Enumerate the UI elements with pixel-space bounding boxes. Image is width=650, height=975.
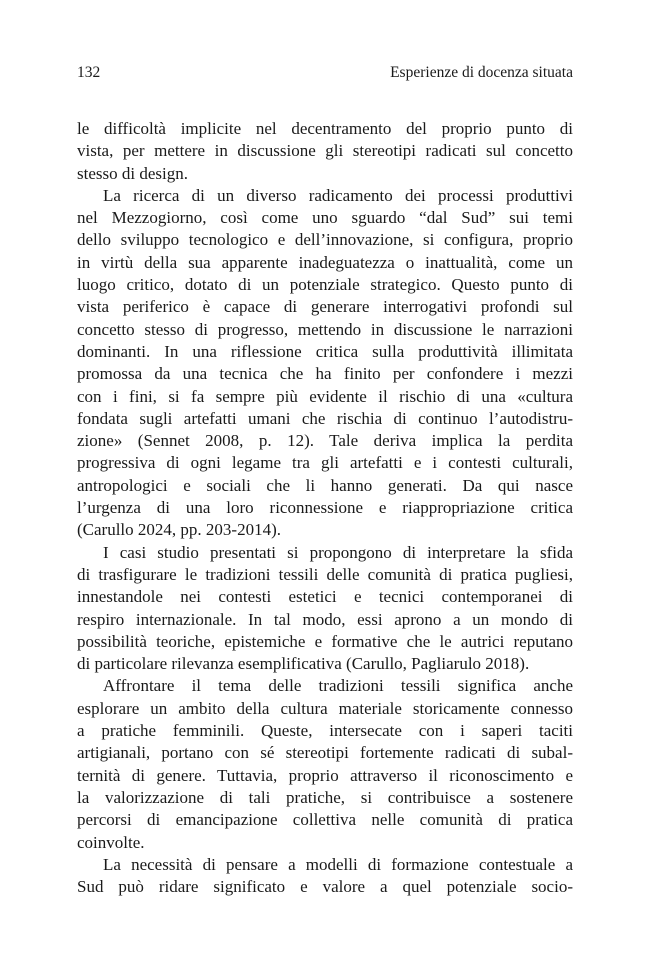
text-line: artigianali, portano con sé stereotipi fortemente radicati di subal- (77, 743, 573, 763)
text-line: possibilità teoriche, epistemiche e formative che le autrici reputano (77, 631, 573, 651)
text-line: coinvolte. (77, 832, 145, 852)
text-line: Sud può ridare significato e valore a quel potenziale socio- (77, 877, 573, 897)
text-line: la valorizzazione di tali pratiche, si contribuisce a sostenere (77, 787, 573, 807)
text-line: La necessità di pensare a modelli di formazione contestuale a (103, 854, 573, 874)
running-head (77, 64, 573, 88)
text-line: respiro internazionale. In tal modo, essi aprono a un mondo di (77, 609, 573, 629)
body-text (77, 118, 573, 898)
text-line: nel Mezzogiorno, così come uno sguardo “dal Sud” sui temi (77, 208, 573, 228)
text-line: vista periferico è capace di generare interrogativi profondi sul (77, 297, 573, 317)
text-line: luogo critico, dotato di un potenziale strategico. Questo punto di (77, 275, 573, 295)
text-line: ternità di genere. Tuttavia, proprio attraverso il riconoscimento e (77, 765, 573, 785)
running-title: Esperienze di docenza situata (390, 64, 573, 81)
text-line: vista, per mettere in discussione gli stereotipi radicati sul concetto (77, 141, 573, 161)
text-line: Affrontare il tema delle tradizioni tessili significa anche (103, 676, 573, 696)
text-line: le difficoltà implicite nel decentramento del proprio punto di (77, 119, 573, 138)
paragraph (77, 542, 573, 676)
text-line: La ricerca di un diverso radicamento dei processi produttivi (103, 185, 573, 205)
text-line: fondata sugli artefatti umani che rischia di continuo l’autodistru- (77, 408, 573, 428)
text-line: percorsi di emancipazione collettiva nelle comunità di pratica (77, 810, 573, 830)
text-line: con i fini, si fa sempre più evidente il rischio di una «cultura (77, 386, 573, 406)
text-line: stesso di design. (77, 163, 188, 183)
text-line: progressiva di ogni legame tra gli artefatti e i contesti culturali, (77, 453, 573, 473)
page-number: 132 (77, 64, 101, 81)
text-line: l’urgenza di una loro riconnessione e riappropriazione critica (77, 498, 573, 518)
text-line: dello sviluppo tecnologico e dell’innovazione, si configura, proprio (77, 230, 573, 250)
text-line: promossa da una tecnica che ha finito per confondere i mezzi (77, 364, 573, 384)
text-line: in virtù della sua apparente inadeguatezza o inattualità, come un (77, 252, 573, 272)
text-line: dominanti. In una riflessione critica sulla produttività illimitata (77, 341, 573, 361)
paragraph (77, 675, 573, 853)
text-line: antropologici e sociali che li hanno generati. Da qui nasce (77, 475, 573, 495)
paragraph (77, 185, 573, 542)
paragraph (77, 118, 573, 185)
text-line: esplorare un ambito della cultura materiale storicamente connesso (77, 698, 573, 718)
text-line: zione» (Sennet 2008, p. 12). Tale deriva implica la perdita (77, 431, 573, 451)
text-line: di particolare rilevanza esemplificativa (Carullo, Pagliarulo 2018). (77, 654, 530, 674)
text-line: I casi studio presentati si propongono di interpretare la sfida (103, 542, 573, 562)
text-line: a pratiche femminili. Queste, intersecate con i saperi taciti (77, 721, 573, 741)
text-line: di trasfigurare le tradizioni tessili delle comunità di pratica pugliesi, (77, 564, 573, 584)
paragraph (77, 854, 573, 899)
text-line: (Carullo 2024, pp. 203-2014). (77, 520, 281, 540)
text-line: concetto stesso di progresso, mettendo in discussione le narrazioni (77, 319, 573, 339)
text-line: innestandole nei contesti estetici e tecnici contemporanei di (77, 587, 573, 607)
